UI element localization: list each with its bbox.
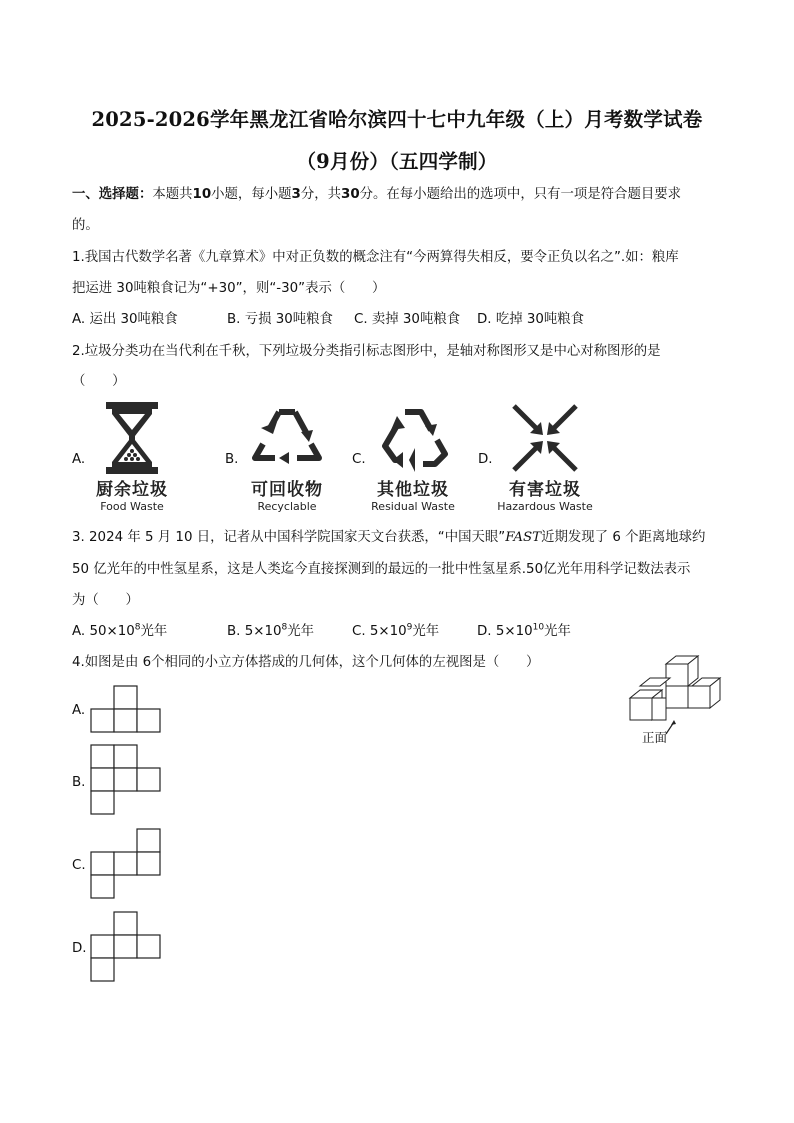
- hazard-arrows-icon: [510, 402, 580, 474]
- q3-option-base: 5×10: [244, 624, 282, 639]
- q3-option-a[interactable]: [72, 623, 167, 641]
- q3-option-d[interactable]: [477, 623, 571, 641]
- q3-option-b[interactable]: [227, 623, 314, 641]
- section-label: 一、选择题：: [72, 187, 153, 202]
- cube-stack-diagram: [626, 654, 726, 746]
- section-text: 分，共: [300, 187, 341, 202]
- recycle-icon: [249, 402, 325, 474]
- page-subtitle: （9月份）（五四学制）: [296, 150, 498, 173]
- q3-option-letter: C.: [352, 624, 366, 639]
- q2-option-d-letter[interactable]: D.: [478, 452, 493, 467]
- q2-option-a-letter[interactable]: A.: [72, 452, 86, 467]
- q2-option-c-en: Residual Waste: [371, 500, 455, 513]
- grid-view-a: [90, 685, 163, 735]
- q2-option-c-zh: 其他垃圾: [377, 480, 449, 500]
- q3-stem-line1: [72, 529, 705, 547]
- residual-recycle-icon: [375, 402, 451, 474]
- q3-option-unit: 光年: [412, 624, 440, 639]
- q4-option-a-letter[interactable]: A.: [72, 703, 86, 718]
- q3-option-base: 50×10: [89, 624, 135, 639]
- q2-option-a-sign[interactable]: [82, 402, 182, 514]
- q3-option-base: 5×10: [369, 624, 407, 639]
- q1-option-a[interactable]: A. 运出 30吨粮食: [72, 312, 178, 327]
- q4-option-a-figure[interactable]: [90, 685, 163, 739]
- q3-option-base: 5×10: [495, 624, 533, 639]
- q1-option-c[interactable]: C. 卖掉 30吨粮食: [354, 312, 461, 327]
- section-heading-cont: 的。: [72, 218, 99, 233]
- q2-option-d-zh: 有害垃圾: [509, 480, 581, 500]
- q4-option-d-figure[interactable]: [90, 911, 163, 988]
- q2-option-b-sign[interactable]: [237, 402, 337, 514]
- section-text: 本题共: [152, 187, 193, 202]
- q3-fast: FAST: [505, 530, 542, 545]
- section-text: 小题，每小题: [211, 187, 292, 202]
- grid-view-b: [90, 744, 163, 817]
- hourglass-icon: [102, 402, 162, 474]
- section-points: 3: [291, 187, 301, 202]
- q2-option-a-en: Food Waste: [100, 500, 164, 513]
- q3-option-unit: 光年: [287, 624, 315, 639]
- front-label: 正面: [642, 730, 668, 745]
- q2-stem-line1: 2.垃圾分类功在当代利在千秋，下列垃圾分类指引标志图形中，是轴对称图形又是中心对称图形的是: [72, 344, 661, 359]
- q3-option-unit: 光年: [140, 624, 168, 639]
- section-total: 30: [341, 187, 360, 202]
- q2-option-c-letter[interactable]: C.: [352, 452, 366, 467]
- q3-stem-line2: 50 亿光年的中性氢星系，这是人类迄今直接探测到的最远的一批中性氢星系.50亿光年用科学记数法表示: [72, 562, 691, 577]
- q3-text: 3. 2024 年 5 月 10 日，记者从中国科学院国家天文台获悉，“中国天眼”: [72, 530, 506, 545]
- q4-option-c-figure[interactable]: [90, 828, 163, 905]
- q3-text: 近期发现了 6 个距离地球约: [541, 530, 706, 545]
- q4-option-b-letter[interactable]: B.: [72, 775, 86, 790]
- section-text: 分。: [359, 187, 387, 202]
- q1-stem-line1: 1.我国古代数学名著《九章算术》中对正负数的概念注有“今两算得失相反，要令正负以名之”.如：粮库: [72, 250, 679, 265]
- q4-option-c-letter[interactable]: C.: [72, 858, 86, 873]
- q3-option-exp: 10: [532, 622, 545, 633]
- grid-view-d: [90, 911, 163, 984]
- q2-option-d-sign[interactable]: [490, 402, 600, 514]
- q2-stem-line2: （ ）: [72, 374, 126, 389]
- q2-option-d-en: Hazardous Waste: [497, 500, 593, 513]
- q3-option-exp: 8: [134, 622, 141, 633]
- q3-option-letter: D.: [477, 624, 492, 639]
- q1-stem-line2: 把运进 30吨粮食记为“+30”，则“-30”表示（ ）: [72, 281, 386, 296]
- q3-stem-line3: 为（ ）: [72, 593, 139, 608]
- q2-option-b-letter[interactable]: B.: [225, 452, 239, 467]
- q3-option-letter: A.: [72, 624, 86, 639]
- q2-option-c-sign[interactable]: [363, 402, 463, 514]
- grid-view-c: [90, 828, 163, 901]
- q3-option-letter: B.: [227, 624, 241, 639]
- q4-solid-figure: [626, 654, 726, 746]
- q4-option-d-letter[interactable]: D.: [72, 941, 87, 956]
- q1-option-d[interactable]: D. 吃掉 30吨粮食: [477, 312, 585, 327]
- q3-option-exp: 8: [281, 622, 288, 633]
- q2-option-a-zh: 厨余垃圾: [96, 480, 168, 500]
- q3-option-c[interactable]: [352, 623, 439, 641]
- q2-option-b-zh: 可回收物: [251, 480, 323, 500]
- section-text: 在每小题给出的选项中，只有一项是符合题目要求: [386, 187, 682, 202]
- section-heading: [72, 186, 681, 204]
- q4-stem: 4.如图是由 6个相同的小立方体搭成的几何体，这个几何体的左视图是（ ）: [72, 655, 540, 670]
- q3-option-unit: 光年: [544, 624, 571, 639]
- section-count: 10: [192, 187, 212, 202]
- q2-option-b-en: Recyclable: [257, 500, 317, 513]
- q4-option-b-figure[interactable]: [90, 744, 163, 821]
- q1-option-b[interactable]: B. 亏损 30吨粮食: [227, 312, 333, 327]
- page-title: 2025-2026学年黑龙江省哈尔滨四十七中九年级（上）月考数学试卷: [91, 108, 703, 131]
- q3-option-exp: 9: [406, 622, 413, 633]
